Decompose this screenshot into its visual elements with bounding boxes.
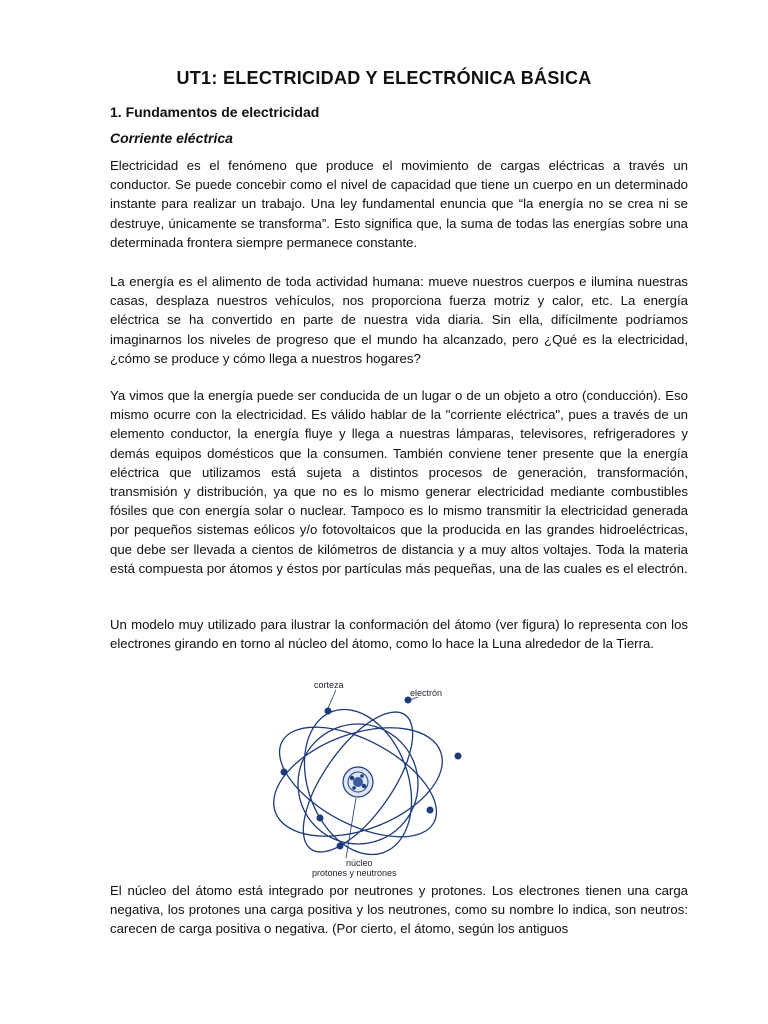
electron-dot bbox=[317, 815, 324, 822]
electron-dot bbox=[455, 753, 462, 760]
paragraph-atom-model: Un modelo muy utilizado para ilustrar la conformación del átomo (ver figura) lo representa con los electrones girando en torno al núcleo del átomo, como lo hace la Luna alrededor de la Tierra. bbox=[110, 617, 688, 652]
subsection-heading: Corriente eléctrica bbox=[110, 130, 233, 146]
electron-dot bbox=[325, 708, 332, 715]
document-title: UT1: ELECTRICIDAD Y ELECTRÓNICA BÁSICA bbox=[176, 68, 592, 88]
label-corteza: corteza bbox=[314, 680, 344, 690]
electron-dot bbox=[337, 843, 344, 850]
paragraph-energy-human-activity: La energía es el alimento de toda actividad humana: mueve nuestros cuerpos e ilumina nuestras casas, desplaza nuestros vehículos, nos proporciona fuerza motriz y calor, etc. La energía eléctrica se ha convertido en parte de nuestra vida diaria. Sin ella, difícilmente podríamos imaginarnos los niveles de progreso que el mundo ha alcanzado, pero ¿Qué es la electricidad, ¿cómo se produce y cómo llega a nuestros hogares? bbox=[110, 274, 688, 366]
electron-dot bbox=[281, 769, 288, 776]
electron-dot bbox=[427, 807, 434, 814]
label-protones-neutrones: protones y neutrones bbox=[312, 868, 397, 878]
atom-diagram bbox=[270, 674, 480, 880]
paragraph-electricity-definition: Electricidad es el fenómeno que produce el movimiento de cargas eléctricas a través un conductor. Se puede concebir como el nivel de capacidad que tiene un cuerpo en un determinado instante para realizar un trabajo. Una ley fundamental enuncia que “la energía no se crea ni se destruye, únicamente se transforma”. Esto significa que, la suma de todas las energías sobre una determinada frontera siempre permanece constante. bbox=[110, 158, 688, 250]
label-electron: electrón bbox=[410, 688, 443, 698]
electrons bbox=[281, 697, 462, 850]
nucleus bbox=[343, 767, 373, 797]
section-heading: 1. Fundamentos de electricidad bbox=[110, 104, 320, 120]
paragraph-nucleus: El núcleo del átomo está integrado por neutrones y protones. Los electrones tienen una carga negativa, los protones una carga positiva y los neutrones, como su nombre lo indica, son neutros: carecen de carga positiva o negativa. (Por cierto, el átomo, según los antiguos bbox=[110, 883, 688, 937]
paragraph-electric-current: Ya vimos que la energía puede ser conducida de un lugar o de un objeto a otro (conducción). Eso mismo ocurre con la electricidad. Es válido hablar de la "corriente eléctrica", pues a través de un elemento conductor, la energía fluye y llega a nuestras lámparas, televisores, refrigeradores y demás equipos domésticos que la consumen. También conviene tener presente que la energía eléctrica que utilizamos está sujeta a distintos procesos de generación, transformación, transmisión y distribución, ya que no es lo mismo generar electricidad mediante combustibles fósiles que con energía solar o nuclear. Tampoco es lo mismo transmitir la electricidad generada por pequeños sistemas eólicos y/o fotovoltaicos que la producida en las grandes hidroeléctricas, que debe ser llevada a cientos de kilómetros de distancia y a muy altos voltajes. Toda la materia está compuesta por átomos y éstos por partículas más pequeñas, una de las cuales es el electrón. bbox=[110, 388, 688, 576]
label-nucleo: núcleo bbox=[346, 858, 373, 868]
